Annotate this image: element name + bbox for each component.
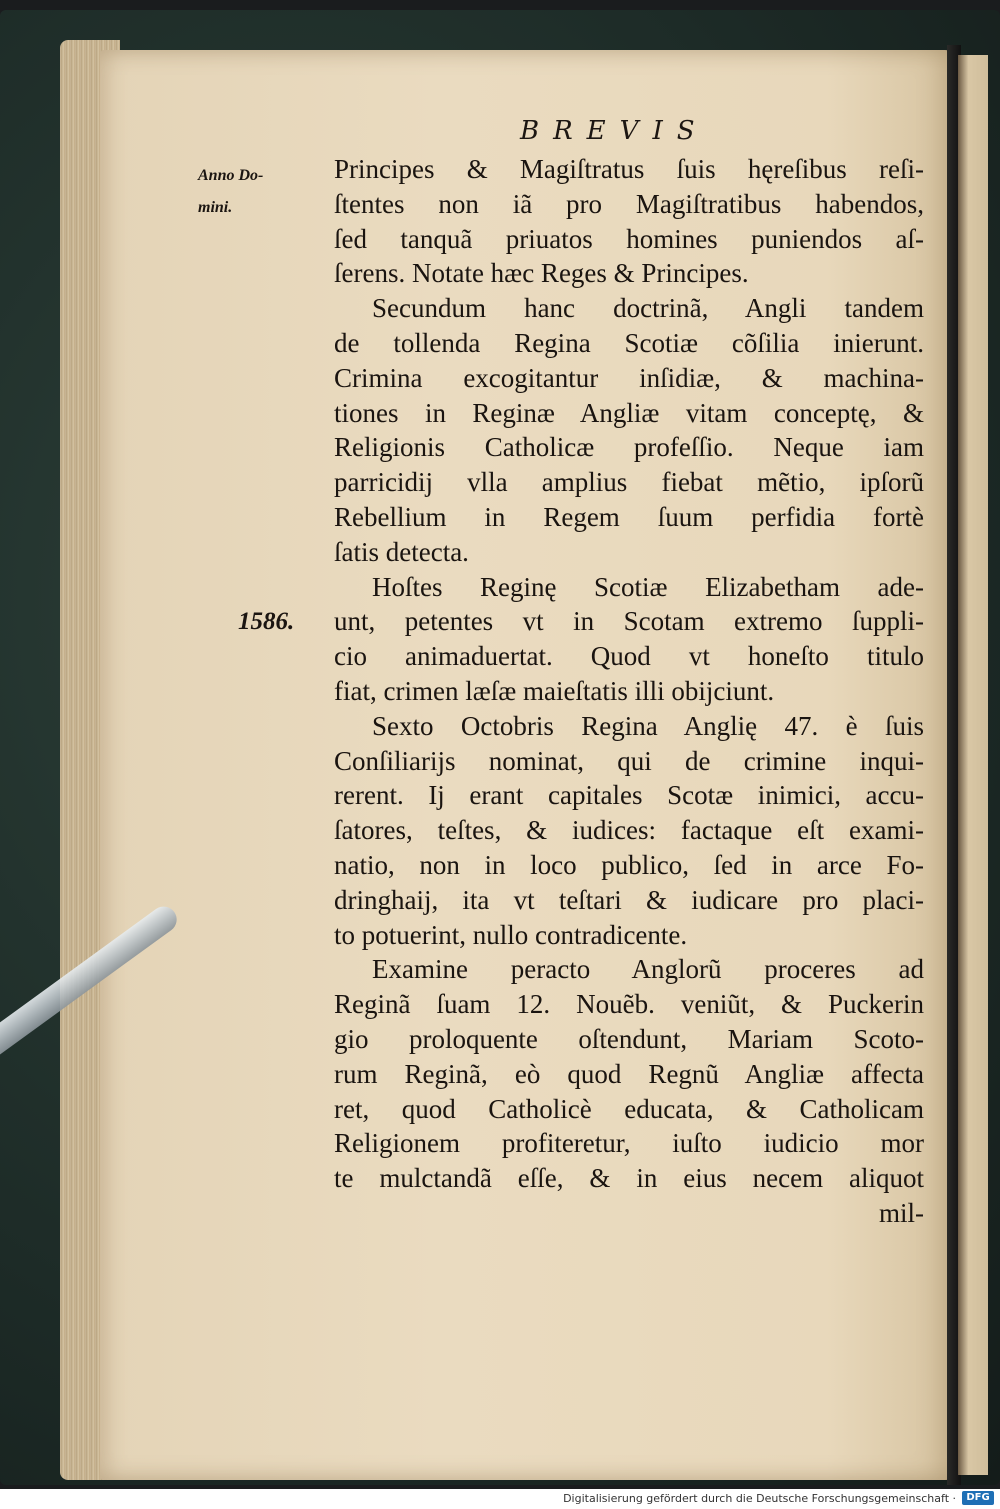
text-line: tiones in Reginæ Angliæ vitam conceptę, & bbox=[334, 397, 924, 428]
text-line: ſatis detecta. bbox=[334, 536, 469, 567]
text-line: de tollenda Regina Scotiæ cõſilia inierunt. bbox=[334, 327, 924, 358]
dfg-logo: DFG bbox=[962, 1491, 994, 1505]
text-line: unt, petentes vt in Scotam extremo ſuppli- bbox=[334, 606, 924, 637]
text-line: Religionis Catholicæ profeſſio. Neque iam bbox=[334, 432, 924, 463]
text-line: fiat, crimen læſæ maieſtatis illi obijciunt. bbox=[334, 675, 775, 706]
text-line: Conſiliarijs nominat, qui de crimine inqui- bbox=[334, 745, 924, 776]
text-line: Hoſtes Reginę Scotiæ Elizabetham ade- bbox=[372, 571, 924, 602]
text-line: Religionem profiteretur, iuſto iudicio mor bbox=[334, 1128, 924, 1159]
text-line: Rebellium in Regem ſuum perfidia fortè bbox=[334, 501, 924, 532]
margin-note-line: Anno Do- bbox=[198, 167, 264, 184]
text-line: ſtentes non iã pro Magiſtratibus habendos, bbox=[334, 188, 924, 219]
text-line: gio proloquente oſtendunt, Mariam Scoto- bbox=[334, 1023, 924, 1054]
text-line: to potuerint, nullo contradicente. bbox=[334, 919, 688, 950]
running-head: BREVIS bbox=[520, 116, 709, 146]
body-text bbox=[334, 152, 924, 1231]
text-line: Crimina excogitantur inſidiæ, & machina- bbox=[334, 362, 924, 393]
catchword: mil- bbox=[879, 1197, 924, 1228]
margin-note-line: mini. bbox=[198, 199, 233, 216]
text-line: Sexto Octobris Regina Anglię 47. è ſuis bbox=[372, 710, 924, 741]
text-line: ret, quod Catholicè educata, & Catholicam bbox=[334, 1093, 924, 1124]
text-line: te mulctandã eſſe, & in eius necem aliquot bbox=[334, 1163, 924, 1194]
text-line: natio, non in loco publico, ſed in arce Fo- bbox=[334, 849, 924, 880]
text-line: ſed tanquã priuatos homines puniendos aſ- bbox=[334, 223, 924, 254]
text-line: Reginã ſuam 12. Nouẽb. veniũt, & Puckerin bbox=[334, 989, 924, 1020]
text-line: rum Reginã, eò quod Regnũ Angliæ affecta bbox=[334, 1058, 924, 1089]
text-line: ſatores, teſtes, & iudices: factaque eſt exami- bbox=[334, 815, 924, 846]
text-line: Principes & Magiſtratus ſuis hęreſibus reſi- bbox=[334, 154, 924, 184]
margin-note bbox=[198, 160, 308, 224]
text-line: cio animaduertat. Quod vt honeſto titulo bbox=[334, 641, 924, 672]
footer-credit: Digitalisierung gefördert durch die Deutsche Forschungsgemeinschaft · bbox=[563, 1492, 956, 1505]
text-line: ſerens. Notate hæc Reges & Principes. bbox=[334, 258, 749, 289]
margin-year: 1586. bbox=[238, 608, 295, 635]
text-line: Secundum hanc doctrinã, Angli tandem bbox=[372, 293, 924, 324]
facing-page-edge bbox=[958, 55, 988, 1475]
text-line: Examine peracto Anglorũ proceres ad bbox=[372, 954, 924, 985]
text-line: rerent. Ij erant capitales Scotæ inimici, accu- bbox=[334, 780, 924, 811]
text-line: parricidij vlla amplius fiebat mẽtio, ipſorũ bbox=[334, 467, 924, 498]
text-line: dringhaij, ita vt teſtari & iudicare pro placi- bbox=[334, 884, 924, 915]
